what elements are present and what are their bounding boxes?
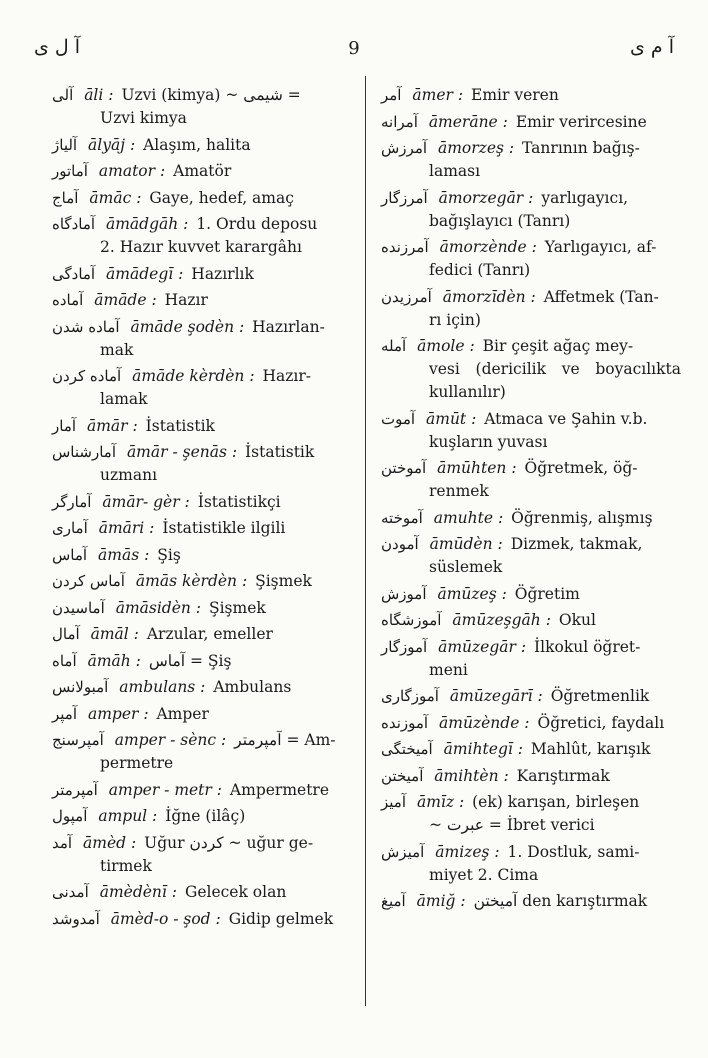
entry-definition: Alaşım, halita <box>143 135 251 154</box>
dictionary-entry <box>52 316 357 362</box>
headword-transliteration: āmorzeş : <box>437 139 515 157</box>
dictionary-entry <box>381 507 681 530</box>
dictionary-entry <box>52 881 357 904</box>
entry-definition: (ek) karışan, birleşen <box>472 793 640 811</box>
headword-transliteration: amator : <box>98 162 166 180</box>
headword-transliteration: āmār : <box>86 416 138 435</box>
dictionary-entry <box>381 583 681 606</box>
entry-definition: Bir çeşit ağaç mey- <box>482 337 634 355</box>
entry-definition: Öğretmek, öğ- <box>524 459 638 477</box>
dictionary-entry <box>52 365 357 411</box>
headword-transliteration: āmār - şenās : <box>126 443 238 461</box>
dictionary-entry <box>381 609 681 632</box>
entry-definition-continued: kuşların yuvası <box>429 432 548 451</box>
headword-arabic: آمبولانس <box>52 678 109 696</box>
headword-arabic: آموزگاری <box>381 687 439 705</box>
dictionary-entry <box>52 544 357 567</box>
entry-definition: Öğretici, faydalı <box>537 713 665 732</box>
entry-definition: Tanrının bağış- <box>522 139 640 157</box>
headword-transliteration: āmāh : <box>87 651 141 670</box>
dictionary-entry <box>52 84 357 130</box>
headword-arabic: آلى <box>52 86 74 104</box>
entry-definition: Emir veren <box>471 86 559 104</box>
headword-transliteration: āmūzegār : <box>438 637 527 656</box>
headword-arabic: آمارگر <box>52 492 92 511</box>
entry-definition: Gidip gelmek <box>228 909 334 928</box>
entry-definition-continued: 2. Hazır kuvvet karargâhı <box>100 238 302 256</box>
headword-arabic: آمپرمتر <box>52 780 98 799</box>
entry-definition-continued: mak <box>100 340 134 359</box>
headword-arabic: آمال <box>52 625 80 643</box>
headword-transliteration: āmūdèn : <box>429 535 503 553</box>
headword-arabic: آمار <box>52 416 77 435</box>
entry-definition-continued: renmek <box>429 482 489 500</box>
dictionary-entry <box>52 729 357 775</box>
headword-transliteration: amuhte : <box>433 508 504 527</box>
headword-transliteration: āmèd : <box>83 833 137 852</box>
headword-transliteration: āmèd-o - şod : <box>110 909 221 928</box>
headword-transliteration: āmādgāh : <box>105 215 189 233</box>
entry-definition: İstatistikçi <box>197 492 281 511</box>
headword-transliteration: amper : <box>87 704 149 723</box>
entry-definition: Dizmek, takmak, <box>510 535 643 553</box>
headword-transliteration: āmihtegī : <box>443 740 523 758</box>
dictionary-entry <box>52 160 357 183</box>
entry-definition-continued: Uzvi kimya <box>100 109 187 127</box>
headword-transliteration: āmāl : <box>90 625 139 643</box>
dictionary-entry <box>381 636 681 682</box>
dictionary-entry <box>52 703 357 726</box>
headword-arabic: آمپول <box>52 807 88 825</box>
dictionary-entry <box>52 908 357 931</box>
headword-arabic: آمیختگی <box>381 740 433 758</box>
headword-arabic: آماری <box>52 519 88 537</box>
headword-transliteration: āmāsidèn : <box>115 598 202 617</box>
headword-transliteration: āmerāne : <box>428 112 508 131</box>
entry-definition: Uzvi (kimya) ~ شیمی = <box>121 86 301 104</box>
headword-transliteration: amper - sènc : <box>114 731 227 749</box>
dictionary-entry <box>52 623 357 646</box>
headword-arabic: آماده کردن <box>52 367 122 385</box>
entry-definition: İstatistik <box>245 443 315 461</box>
entry-definition-continued: bağışlayıcı (Tanrı) <box>429 211 571 230</box>
headword-arabic: آماده <box>52 291 84 309</box>
headword-transliteration: āmihtèn : <box>434 766 509 785</box>
entry-definition: Karıştırmak <box>516 766 610 785</box>
header-left-letters: آ ل ی <box>34 36 81 58</box>
headword-arabic: آماسیدن <box>52 598 105 617</box>
headword-arabic: آماه <box>52 651 77 670</box>
entry-definition: Hazır <box>164 291 208 309</box>
dictionary-entry <box>381 533 681 579</box>
entry-definition: Amper <box>156 704 209 723</box>
headword-arabic: آمادگی <box>52 264 96 283</box>
entry-definition-continued: fedici (Tanrı) <box>429 261 531 279</box>
headword-arabic: آمیختن <box>381 766 424 785</box>
headword-arabic: آموزشگاه <box>381 611 442 629</box>
entry-definition-continued: meni <box>429 660 468 679</box>
entry-definition: Atmaca ve Şahin v.b. <box>484 409 648 428</box>
headword-arabic: آمیزش <box>381 842 425 861</box>
headword-transliteration: āmizeş : <box>435 842 500 861</box>
entry-definition: Emir verircesine <box>515 112 647 131</box>
headword-transliteration: āmās : <box>98 545 150 564</box>
headword-transliteration: āmāde şodèn : <box>130 317 245 336</box>
headword-arabic: آمارشناس <box>52 443 116 461</box>
entry-definition-continued: permetre <box>100 754 174 772</box>
dictionary-entry <box>52 289 357 312</box>
headword-arabic: آمدنی <box>52 883 89 901</box>
entry-definition-continued: lamak <box>100 390 148 408</box>
dictionary-entry <box>381 791 681 837</box>
headword-arabic: آمرزنده <box>381 238 429 256</box>
headword-transliteration: ampul : <box>98 807 158 825</box>
entry-definition: İlkokul öğret- <box>534 637 641 656</box>
entry-definition: İstatistikle ilgili <box>162 519 286 537</box>
entry-definition: Affetmek (Tan- <box>543 287 659 306</box>
headword-arabic: آموخته <box>381 508 423 527</box>
dictionary-entry <box>381 286 681 332</box>
headword-transliteration: āmole : <box>417 337 475 355</box>
headword-arabic: آمادگاه <box>52 215 96 233</box>
entry-definition: Şiş <box>157 545 181 564</box>
entry-definition: Ambulans <box>213 678 292 696</box>
headword-arabic: آمرزیدن <box>381 287 432 306</box>
entry-definition: Ampermetre <box>229 780 329 799</box>
entry-definition: Öğrenmiş, alışmış <box>511 508 653 527</box>
headword-arabic: آمودن <box>381 535 419 553</box>
dictionary-entry <box>381 236 681 282</box>
dictionary-entry <box>381 738 681 761</box>
headword-arabic: آمرزگار <box>381 188 428 207</box>
headword-arabic: آماج <box>52 188 79 207</box>
headword-transliteration: āmādegī : <box>106 264 184 283</box>
entry-definition: Mahlût, karışık <box>530 740 651 758</box>
headword-transliteration: ambulans : <box>119 678 206 696</box>
dictionary-entry <box>52 676 357 699</box>
headword-arabic: آمد <box>52 833 73 852</box>
headword-arabic: آمرانه <box>381 112 418 131</box>
headword-transliteration: āmorzīdèn : <box>442 287 536 306</box>
dictionary-entry <box>381 111 681 134</box>
entry-definition-continued: laması <box>429 162 481 180</box>
entry-definition: Öğretim <box>514 584 580 603</box>
left-column <box>52 84 357 934</box>
dictionary-entry <box>52 415 357 438</box>
entry-definition: Yarlıgayıcı, af- <box>544 238 657 256</box>
dictionary-entry <box>52 517 357 540</box>
dictionary-entry <box>52 134 357 157</box>
dictionary-entry <box>52 570 357 593</box>
entry-definition: Amatör <box>173 162 232 180</box>
entry-definition: İğne (ilâç) <box>165 807 246 825</box>
entry-definition: 1. Dostluk, sami- <box>507 842 640 861</box>
entry-definition: Hazırlan- <box>252 317 325 336</box>
headword-arabic: آمپرسنج <box>52 731 104 749</box>
entry-definition-continued: tirmek <box>100 856 152 875</box>
dictionary-entry <box>381 457 681 503</box>
headword-arabic: آمرزش <box>381 139 428 157</box>
entry-definition: Şişmek <box>255 572 312 590</box>
header-right-letters: آ م ی <box>630 36 674 58</box>
dictionary-entry <box>52 597 357 620</box>
entry-definition: Gaye, hedef, amaç <box>149 188 294 207</box>
dictionary-entry <box>52 650 357 673</box>
dictionary-entry <box>381 137 681 183</box>
entry-definition: İstatistik <box>145 416 215 435</box>
headword-transliteration: āmīz : <box>416 793 465 811</box>
dictionary-entry <box>52 187 357 210</box>
entry-definition-continued: süslemek <box>429 558 503 576</box>
headword-arabic: آمیغ <box>381 892 406 910</box>
dictionary-entry <box>52 441 357 487</box>
dictionary-entry <box>52 491 357 514</box>
headword-arabic: آماس کردن <box>52 572 125 590</box>
entry-definition: Hazır- <box>262 367 312 385</box>
headword-arabic: آمر <box>381 86 402 104</box>
page-header <box>30 34 678 68</box>
headword-arabic: آموت <box>381 409 416 428</box>
dictionary-entry <box>381 335 681 404</box>
dictionary-entry <box>381 408 681 454</box>
entry-definition-continued: ~ عبرت = İbret verici <box>429 816 595 834</box>
headword-arabic: آموزش <box>381 584 427 603</box>
headword-transliteration: āmūzènde : <box>439 713 530 732</box>
headword-arabic: آماده شدن <box>52 317 120 336</box>
headword-transliteration: āmās kèrdèn : <box>135 572 248 590</box>
entry-definition: آمپرمتر = Am- <box>234 731 336 749</box>
dictionary-entry <box>52 832 357 878</box>
entry-definition: Şişmek <box>208 598 266 617</box>
headword-arabic: آموزنده <box>381 713 429 732</box>
headword-transliteration: āmār- gèr : <box>102 492 190 511</box>
headword-arabic: آموختن <box>381 459 427 477</box>
entry-definition: آمیختن den karıştırmak <box>473 892 648 910</box>
headword-transliteration: āmorzènde : <box>439 238 537 256</box>
headword-transliteration: āmūzeşgāh : <box>452 611 551 629</box>
headword-transliteration: amper - metr : <box>108 780 222 799</box>
headword-transliteration: āli : <box>84 86 114 104</box>
headword-transliteration: āmèdènī : <box>99 883 177 901</box>
headword-arabic: آمپر <box>52 704 78 723</box>
entry-definition: Hazırlık <box>191 264 254 283</box>
entry-definition: Öğretmenlik <box>550 687 650 705</box>
entry-definition: Uğur کردن ~ uğur ge- <box>144 833 314 852</box>
headword-transliteration: āmer : <box>412 86 464 104</box>
headword-arabic: آمیز <box>381 793 407 811</box>
right-column <box>381 84 681 917</box>
headword-arabic: آمدوشد <box>52 909 100 928</box>
column-divider <box>365 76 366 1006</box>
entry-definition: Okul <box>558 611 596 629</box>
headword-transliteration: āmūt : <box>426 409 477 428</box>
dictionary-entry <box>381 841 681 887</box>
headword-arabic: آماس <box>52 545 88 564</box>
entry-definition: yarlıgayıcı, <box>541 188 629 207</box>
headword-transliteration: āmūzeş : <box>437 584 507 603</box>
entry-definition-continued: vesi (dericilik ve boyacılıkta kullanılır) <box>429 360 681 401</box>
entry-definition-continued: rı için) <box>429 310 481 329</box>
entry-definition-continued: miyet 2. Cima <box>429 865 539 884</box>
dictionary-entry <box>381 712 681 735</box>
headword-arabic: آمله <box>381 337 407 355</box>
dictionary-entry <box>381 765 681 788</box>
dictionary-entry <box>52 779 357 802</box>
dictionary-entry <box>381 685 681 708</box>
dictionary-entry <box>381 890 681 913</box>
headword-transliteration: āmūzegārī : <box>449 687 543 705</box>
headword-transliteration: āmāri : <box>98 519 155 537</box>
entry-definition: Arzular, emeller <box>146 625 273 643</box>
dictionary-entry <box>381 187 681 233</box>
headword-transliteration: āmorzegār : <box>438 188 534 207</box>
headword-transliteration: ālyāj : <box>88 135 136 154</box>
headword-arabic: آموزگار <box>381 637 428 656</box>
headword-transliteration: āmāde : <box>94 291 157 309</box>
entry-definition-continued: uzmanı <box>100 466 158 484</box>
headword-transliteration: āmiğ : <box>416 892 466 910</box>
dictionary-entry <box>52 805 357 828</box>
page-number: 9 <box>348 38 360 59</box>
dictionary-entry <box>52 263 357 286</box>
dictionary-entry <box>52 213 357 259</box>
headword-transliteration: āmāc : <box>89 188 142 207</box>
entry-definition: 1. Ordu deposu <box>196 215 318 233</box>
headword-transliteration: āmāde kèrdèn : <box>132 367 255 385</box>
headword-transliteration: āmūhten : <box>437 459 517 477</box>
entry-definition: Gelecek olan <box>184 883 287 901</box>
dictionary-entry <box>381 84 681 107</box>
headword-arabic: آماتور <box>52 162 88 180</box>
headword-arabic: آلیاژ <box>52 135 78 154</box>
entry-definition: آماس = Şiş <box>148 651 232 670</box>
